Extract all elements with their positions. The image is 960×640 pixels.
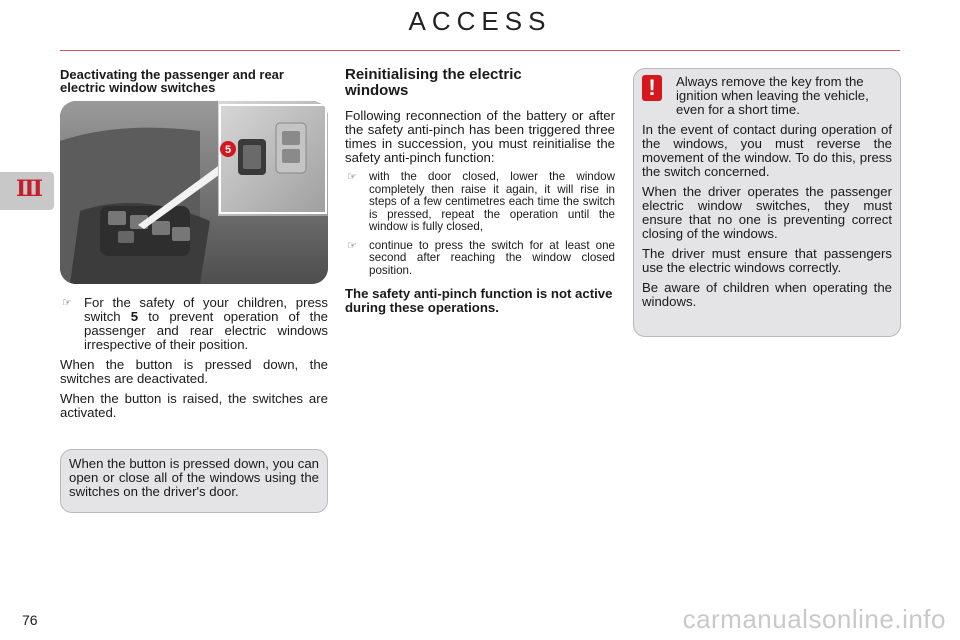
door-switch-photo xyxy=(60,101,328,284)
left-column xyxy=(60,68,328,102)
warning-icon: ! xyxy=(642,75,662,101)
bullet-text-prefix: For the safety of your children, press switch xyxy=(84,295,328,324)
paragraph-raised: When the button is raised, the switches are activated. xyxy=(60,391,328,420)
warning-first-paragraph: Always remove the key from the ignition when leaving the vehicle, even for a short time. xyxy=(676,74,869,117)
pointer-icon: ☞ xyxy=(347,171,357,183)
step-item xyxy=(345,171,615,234)
warning-paragraph: When the driver operates the passenger electric window switches, they must ensure that no one is preventing correct closing of the windows. xyxy=(642,184,892,241)
warning-paragraph: The driver must ensure that passengers use the electric windows correctly. xyxy=(642,246,892,275)
watermark: carmanualsonline.info xyxy=(682,604,946,634)
callout-number: 5 xyxy=(224,144,232,156)
step-text: with the door closed, lower the window completely then raise it again, it will rise in steps of a few centimetres each time the switch is pressed, repeat the operation until the window is fully closed, xyxy=(369,170,615,233)
bullet-text-suffix: to prevent operation of the passenger and rear electric windows irrespective of their position. xyxy=(84,309,328,352)
left-column-body xyxy=(60,296,328,426)
header-divider xyxy=(60,50,900,51)
step-text: continue to press the switch for at least one second after reaching the window closed position. xyxy=(369,238,615,277)
pointer-icon: ☞ xyxy=(62,297,72,309)
chapter-tab-label: III xyxy=(16,176,41,202)
info-note-box xyxy=(60,449,328,513)
switch-number: 5 xyxy=(130,309,139,324)
step-item xyxy=(345,240,615,278)
bullet-item xyxy=(60,296,328,352)
bold-note: The safety anti-pinch function is not active during these operations. xyxy=(345,286,613,315)
pointer-icon: ☞ xyxy=(347,239,357,252)
section-heading-deactivating: Deactivating the passenger and rear electric window switches xyxy=(60,67,284,95)
warning-paragraph: Be aware of children when operating the windows. xyxy=(642,280,892,309)
chapter-tab[interactable] xyxy=(0,172,54,210)
info-note-text: When the button is pressed down, you can open or close all of the windows using the switches on the driver's door. xyxy=(69,456,319,499)
section-heading-reinitialising: Reinitialising the electric windows xyxy=(345,66,522,99)
paragraph-pressed: When the button is pressed down, the switches are deactivated. xyxy=(60,357,328,386)
page-number: 76 xyxy=(22,612,38,628)
warning-box xyxy=(633,68,901,337)
warning-paragraph: In the event of contact during operation of the windows, you must reverse the movement of the window. To do this, press the switch concerned. xyxy=(642,122,892,179)
page-title: ACCESS xyxy=(408,6,552,36)
middle-column xyxy=(345,67,615,321)
door-switch-illustration xyxy=(60,101,328,284)
intro-paragraph: Following reconnection of the battery or after the safety anti-pinch has been triggered three times in succession, you must reinitialise the safety anti-pinch function: xyxy=(345,108,615,165)
